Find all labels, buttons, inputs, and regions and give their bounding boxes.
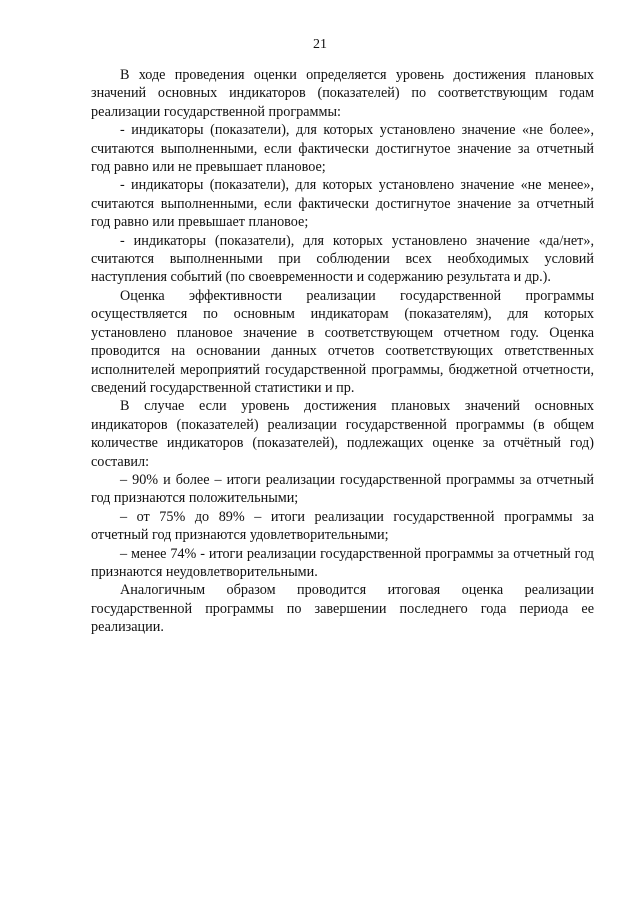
paragraph-result-satisfactory: – от 75% до 89% – итоги реализации государственной программы за отчетный год признаются удовлетворительными; [91, 508, 594, 544]
paragraph-result-positive: – 90% и более – итоги реализации государственной программы за отчетный год признаются положительными; [91, 471, 594, 507]
paragraph-not-more: - индикаторы (показатели), для которых установлено значение «не более», считаются выполненными, если фактически достигнутое значение за отчетный год равно или не превышает плановое; [91, 122, 594, 176]
paragraph-final-assessment: Аналогичным образом проводится итоговая оценка реализации государственной программы по завершении последнего года периода ее реализации. [91, 582, 594, 636]
paragraph-efficiency-assessment: Оценка эффективности реализации государственной программы осуществляется по основным индикаторам (показателям), для которых установлено плановое значение в соответствующем отчетном году. Оценка проводится на основании данных отчетов соответствующих ответственных исполнителей мероприятий государственной программы, бюджетной отчетности, сведений государственной статистики и пр. [91, 287, 594, 396]
paragraph-achievement-level: В случае если уровень достижения плановых значений основных индикаторов (показателей) реализации государственной программы (в общем количестве индикаторов (показателей), подлежащих оценке за отчётный год) составил: [91, 398, 594, 470]
paragraph-not-less: - индикаторы (показатели), для которых установлено значение «не менее», считаются выполненными, если фактически достигнутое значение за отчетный год равно или превышает плановое; [91, 177, 594, 231]
paragraph-intro: В ходе проведения оценки определяется уровень достижения плановых значений основных индикаторов (показателей) по соответствующим годам реализации государственной программы: [91, 67, 594, 120]
document-body [91, 66, 594, 637]
paragraph-yes-no: - индикаторы (показатели), для которых установлено значение «да/нет», считаются выполненными при соблюдении всех необходимых условий наступления событий (по своевременности и содержанию результата и др.). [91, 232, 594, 286]
paragraph-result-unsatisfactory: – менее 74% - итоги реализации государственной программы за отчетный год признаются неудовлетворительными. [91, 545, 594, 580]
page-number: 21 [313, 37, 327, 52]
